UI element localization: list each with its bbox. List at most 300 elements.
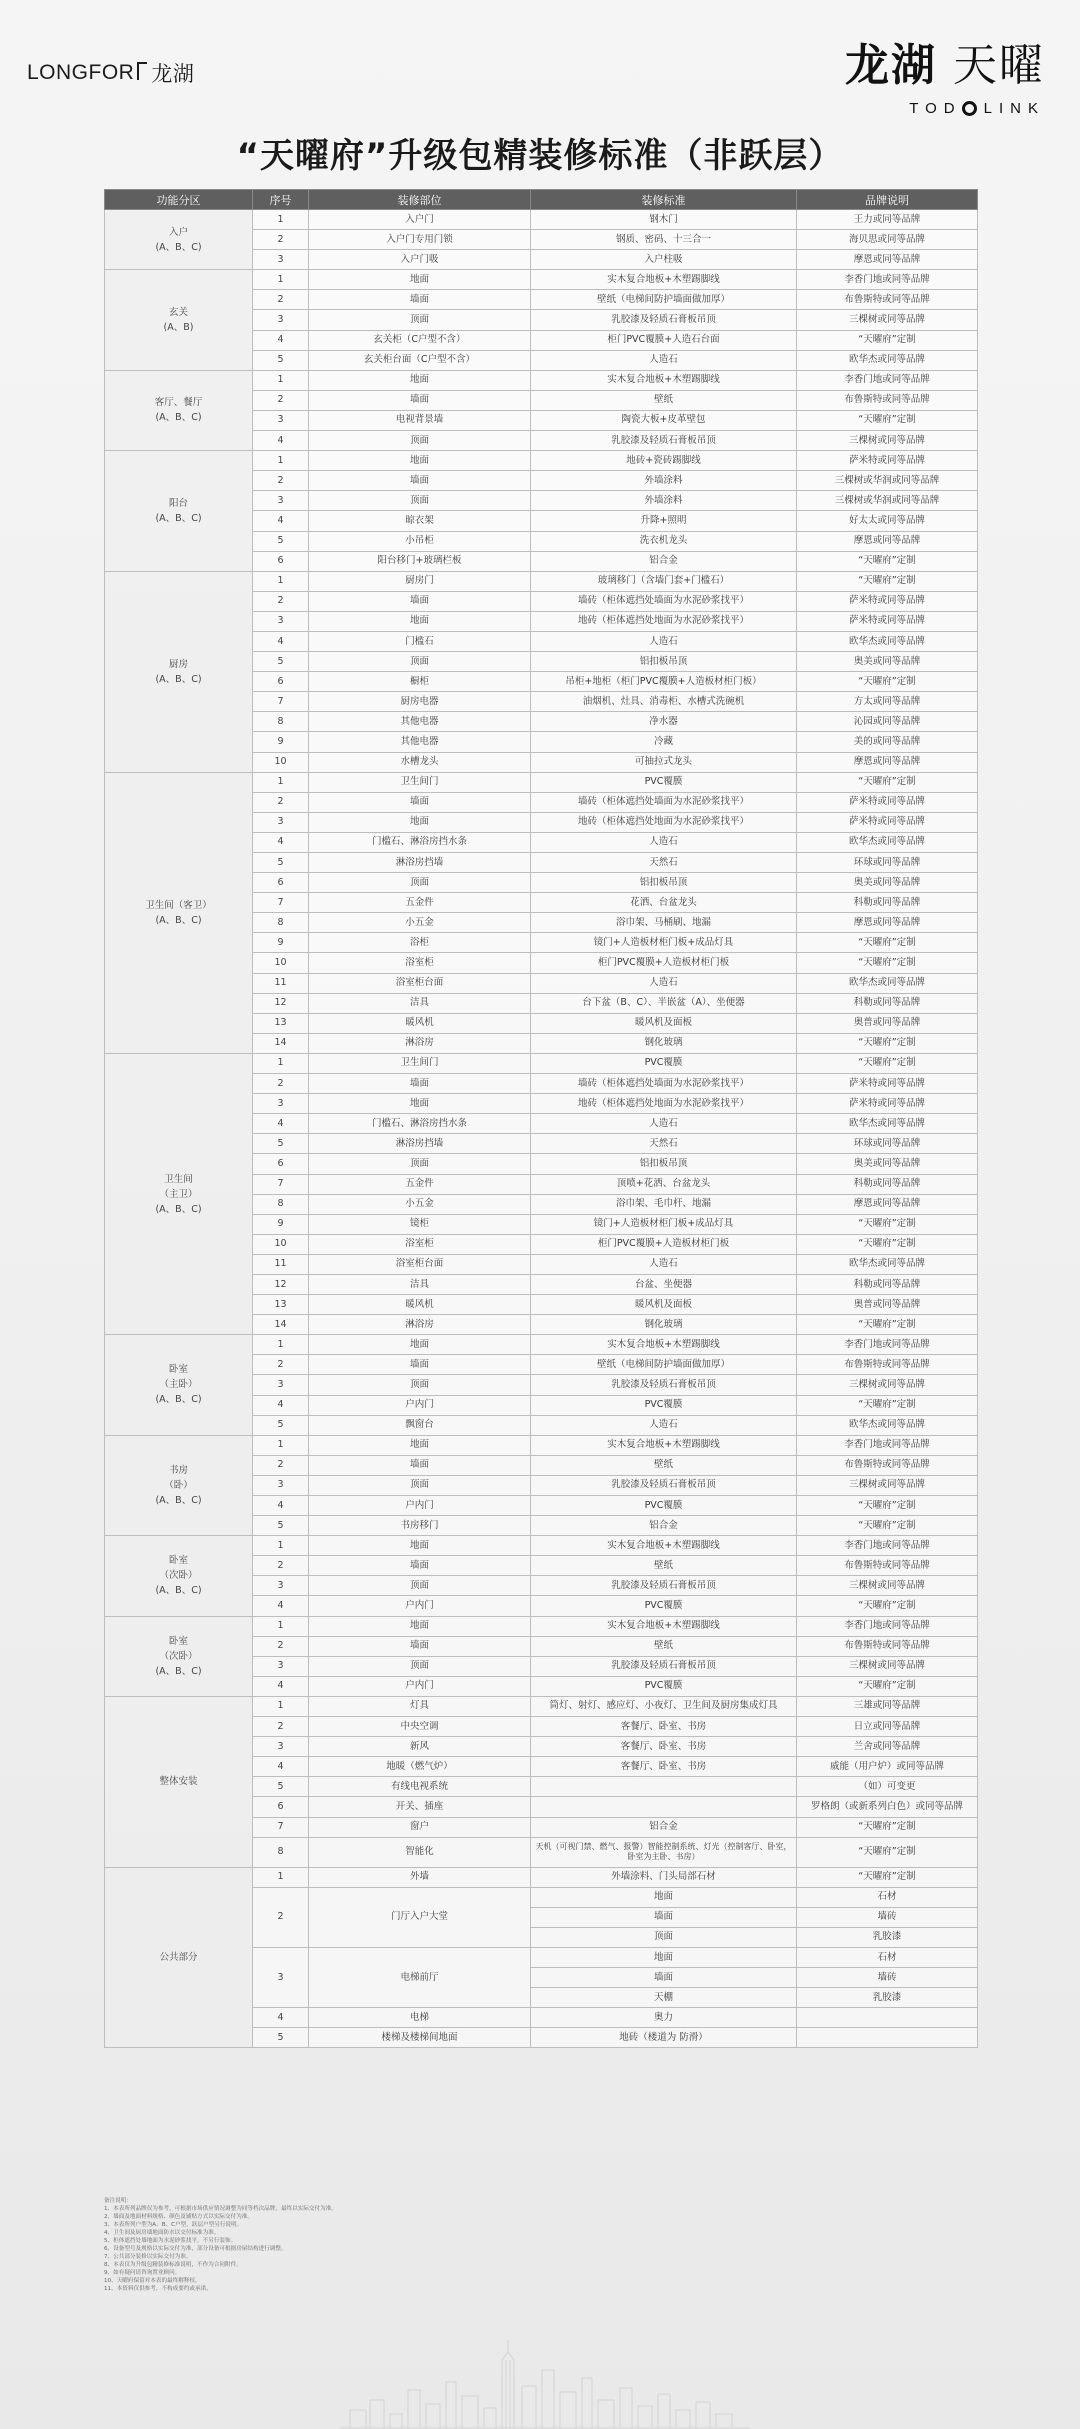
standard-cell: 钢化玻璃 <box>531 1033 797 1053</box>
row-number: 1 <box>253 270 309 290</box>
row-number: 4 <box>253 330 309 350</box>
brand-cell: 三棵树或同等品牌 <box>797 310 978 330</box>
part-cell: 户内门 <box>309 1676 531 1696</box>
brand-cell: 摩恩或同等品牌 <box>797 913 978 933</box>
part-cell: 地面 <box>309 1536 531 1556</box>
row-number: 2 <box>253 290 309 310</box>
row-number: 1 <box>253 1435 309 1455</box>
table-row <box>105 1335 978 1355</box>
brand-cell: “天曜府”定制 <box>797 330 978 350</box>
row-number: 4 <box>253 1114 309 1134</box>
logo-mark-icon <box>137 62 147 80</box>
footnote-line: 9、如有疑问请咨询置业顾问。 <box>104 2270 181 2276</box>
standard-cell: 实木复合地板+木塑踢脚线 <box>531 1616 797 1636</box>
standard-cell: 天然石 <box>531 1134 797 1154</box>
standard-cell: 铝扣板吊顶 <box>531 1154 797 1174</box>
row-number: 3 <box>253 1475 309 1495</box>
part-cell: 其他电器 <box>309 732 531 752</box>
part-cell: 门厅入户大堂 <box>309 1887 531 1947</box>
row-number: 3 <box>253 611 309 631</box>
zone-cell <box>105 1435 253 1535</box>
part-cell: 暖风机 <box>309 1013 531 1033</box>
zone-label: 卧室 <box>168 1364 188 1376</box>
header-zone: 功能分区 <box>105 190 253 210</box>
part-cell: 浴柜 <box>309 933 531 953</box>
part-cell: 厨房电器 <box>309 692 531 712</box>
standard-cell: 铝合金 <box>531 551 797 571</box>
sub-material-cell: 石材 <box>797 1887 978 1907</box>
zone-label: 客厅、餐厅 <box>154 397 203 409</box>
zone-label: （主卫） <box>159 1188 198 1200</box>
row-number: 1 <box>253 1696 309 1716</box>
brand-cell <box>797 2028 978 2048</box>
part-cell: 顶面 <box>309 1475 531 1495</box>
zone-cell <box>105 1053 253 1334</box>
project-logo <box>845 40 1045 117</box>
standard-cell: 墙砖（柜体遮挡处墙面为水泥砂浆找平） <box>531 1074 797 1094</box>
row-number: 12 <box>253 993 309 1013</box>
standard-cell: 人造石 <box>531 973 797 993</box>
zone-label: (A、B、C) <box>155 1494 202 1506</box>
standard-cell: 客餐厅、卧室、书房 <box>531 1717 797 1737</box>
zone-label: 厨房 <box>168 658 188 670</box>
row-number: 2 <box>253 1636 309 1656</box>
part-cell: 墙面 <box>309 1556 531 1576</box>
standard-cell: PVC覆膜 <box>531 1496 797 1516</box>
standard-cell: PVC覆膜 <box>531 1596 797 1616</box>
row-number: 4 <box>253 631 309 651</box>
footnote-line: 2、墙面及地面材料规格、颜色及铺贴方式以实际交付为准。 <box>104 2214 253 2220</box>
brand-cell: 布鲁斯特或同等品牌 <box>797 1455 978 1475</box>
part-cell: 地面 <box>309 812 531 832</box>
zone-label: 卧室 <box>168 1635 188 1647</box>
row-number: 2 <box>253 1556 309 1576</box>
zone-cell <box>105 1536 253 1616</box>
part-cell: 洁具 <box>309 993 531 1013</box>
row-number: 2 <box>253 792 309 812</box>
footnote-line: 4、卫生间及厨房墙地面防水以交付标准为准。 <box>104 2230 220 2236</box>
standard-cell: 钢质、密码、十三合一 <box>531 230 797 250</box>
standard-cell: 壁纸 <box>531 1455 797 1475</box>
brand-cell: 沁园或同等品牌 <box>797 712 978 732</box>
standard-cell: 壁纸 <box>531 390 797 410</box>
brand-cell: 威能（用户炉）或同等品牌 <box>797 1757 978 1777</box>
row-number: 2 <box>253 1887 309 1947</box>
row-number: 2 <box>253 230 309 250</box>
standard-cell: 暖风机及面板 <box>531 1295 797 1315</box>
part-cell: 镜柜 <box>309 1214 531 1234</box>
brand-cell: 罗格朗（或新系列白色）或同等品牌 <box>797 1797 978 1817</box>
part-cell: 户内门 <box>309 1596 531 1616</box>
row-number: 11 <box>253 973 309 993</box>
part-cell: 地面 <box>309 1094 531 1114</box>
zone-label: (A、B、C) <box>155 673 202 685</box>
zone-label: (A、B、C) <box>155 1203 202 1215</box>
part-cell: 地面 <box>309 611 531 631</box>
brand-cell: 布鲁斯特或同等品牌 <box>797 1556 978 1576</box>
brand-cell: 三棵树或华润或同等品牌 <box>797 471 978 491</box>
row-number: 4 <box>253 511 309 531</box>
standard-cell <box>531 1797 797 1817</box>
part-cell: 电梯前厅 <box>309 1947 531 2007</box>
project-en-2: LINK <box>983 100 1045 117</box>
row-number: 2 <box>253 1717 309 1737</box>
brand-cell: “天曜府”定制 <box>797 1315 978 1335</box>
table-row <box>105 370 978 390</box>
row-number: 3 <box>253 250 309 270</box>
standard-cell: 人造石 <box>531 1114 797 1134</box>
part-cell: 淋浴房 <box>309 1315 531 1335</box>
row-number: 14 <box>253 1315 309 1335</box>
row-number: 1 <box>253 571 309 591</box>
brand-cell: “天曜府”定制 <box>797 1867 978 1887</box>
standard-cell: 地砖（柜体遮挡处地面为水泥砂浆找平） <box>531 812 797 832</box>
row-number: 5 <box>253 350 309 370</box>
table-row <box>105 451 978 471</box>
row-number: 9 <box>253 1214 309 1234</box>
part-cell: 卫生间门 <box>309 1053 531 1073</box>
part-cell: 顶面 <box>309 310 531 330</box>
row-number: 3 <box>253 1375 309 1395</box>
table-row <box>105 571 978 591</box>
page-title: “天曜府”升级包精装修标准（非跃层） <box>236 136 844 176</box>
part-cell: 墙面 <box>309 1455 531 1475</box>
brand-cell: 欧华杰或同等品牌 <box>797 350 978 370</box>
brand-cell: “天曜府”定制 <box>797 1817 978 1837</box>
zone-label: (A、B、C) <box>155 1394 202 1406</box>
zone-label: 玄关 <box>168 307 188 319</box>
row-number: 5 <box>253 1415 309 1435</box>
part-cell: 有线电视系统 <box>309 1777 531 1797</box>
standard-cell: 实木复合地板+木塑踢脚线 <box>531 1335 797 1355</box>
row-number: 4 <box>253 832 309 852</box>
part-cell: 楼梯及楼梯间地面 <box>309 2028 531 2048</box>
sub-material-cell: 墙砖 <box>797 1907 978 1927</box>
row-number: 8 <box>253 1194 309 1214</box>
zone-label: 卫生间（客卫） <box>145 899 212 911</box>
brand-cell: 科勒或同等品牌 <box>797 993 978 1013</box>
standard-cell: 墙砖（柜体遮挡处墙面为水泥砂浆找平） <box>531 792 797 812</box>
row-number: 10 <box>253 752 309 772</box>
part-cell: 玄关柜（C户型不含） <box>309 330 531 350</box>
row-number: 13 <box>253 1013 309 1033</box>
standard-cell: 壁纸（电梯间防护墙面做加厚） <box>531 1355 797 1375</box>
zone-label: 整体安装 <box>159 1776 198 1788</box>
zone-label: 入户 <box>168 226 188 238</box>
standard-cell: PVC覆膜 <box>531 1053 797 1073</box>
row-number: 4 <box>253 1395 309 1415</box>
part-cell: 浴室柜 <box>309 1234 531 1254</box>
row-number: 3 <box>253 410 309 430</box>
brand-cell: 三棵树或华润或同等品牌 <box>797 491 978 511</box>
brand-cell: 欧华杰或同等品牌 <box>797 832 978 852</box>
part-cell: 顶面 <box>309 431 531 451</box>
row-number: 6 <box>253 551 309 571</box>
standard-cell: 天机（可视门禁、燃气、报警）智能控制系统、灯光（控制客厅、卧室，卧室为主卧、书房） <box>531 1837 797 1867</box>
part-cell: 浴室柜台面 <box>309 1254 531 1274</box>
zone-label: （次卧） <box>159 1650 198 1662</box>
part-cell: 外墙 <box>309 1867 531 1887</box>
brand-cell: “天曜府”定制 <box>797 1053 978 1073</box>
part-cell: 地暖（燃气炉） <box>309 1757 531 1777</box>
brand-cell: 布鲁斯特或同等品牌 <box>797 1636 978 1656</box>
brand-cell: 三棵树或同等品牌 <box>797 1475 978 1495</box>
footnote-line: 5、柜体遮挡处墙地面为水泥砂浆找平，不另行装饰。 <box>104 2238 237 2244</box>
standard-cell: 乳胶漆及轻质石膏板吊顶 <box>531 1375 797 1395</box>
part-cell: 地面 <box>309 451 531 471</box>
standard-cell: 镜门+人造板材柜门板+成品灯具 <box>531 933 797 953</box>
brand-cell: 萨米特或同等品牌 <box>797 611 978 631</box>
row-number: 1 <box>253 1867 309 1887</box>
standard-cell: 花洒、台盆龙头 <box>531 893 797 913</box>
row-number: 9 <box>253 732 309 752</box>
row-number: 4 <box>253 1496 309 1516</box>
brand-cell: 欧华杰或同等品牌 <box>797 1254 978 1274</box>
part-cell: 窗户 <box>309 1817 531 1837</box>
row-number: 1 <box>253 451 309 471</box>
row-number: 8 <box>253 712 309 732</box>
sub-material-cell: 乳胶漆 <box>797 1927 978 1947</box>
standard-cell: PVC覆膜 <box>531 772 797 792</box>
sub-material-cell: 石材 <box>797 1947 978 1967</box>
zone-label: （卧） <box>164 1479 193 1491</box>
part-cell: 入户门 <box>309 210 531 230</box>
standard-cell: 实木复合地板+木塑踢脚线 <box>531 370 797 390</box>
zone-label: (A、B、C) <box>155 241 202 253</box>
part-cell: 中央空调 <box>309 1717 531 1737</box>
table-row <box>105 1616 978 1636</box>
part-cell: 墙面 <box>309 792 531 812</box>
part-cell: 小五金 <box>309 1194 531 1214</box>
zone-label: (A、B) <box>163 322 194 334</box>
row-number: 2 <box>253 1355 309 1375</box>
standard-cell <box>531 1777 797 1797</box>
footnotes <box>104 2197 977 2293</box>
part-cell: 五金件 <box>309 1174 531 1194</box>
standard-cell: 陶瓷大板+皮革壁包 <box>531 410 797 430</box>
brand-cell: “天曜府”定制 <box>797 1496 978 1516</box>
standard-cell: 外墙涂料、门头局部石材 <box>531 1867 797 1887</box>
standard-cell: 客餐厅、卧室、书房 <box>531 1757 797 1777</box>
part-cell: 门槛石 <box>309 631 531 651</box>
standard-cell: 暖风机及面板 <box>531 1013 797 1033</box>
row-number: 7 <box>253 692 309 712</box>
table-header-row <box>105 190 978 210</box>
part-cell: 顶面 <box>309 491 531 511</box>
brand-cell: “天曜府”定制 <box>797 571 978 591</box>
part-cell: 阳台移门+玻璃栏板 <box>309 551 531 571</box>
part-cell: 电梯 <box>309 2008 531 2028</box>
standard-cell: 铝扣板吊顶 <box>531 652 797 672</box>
header-no: 序号 <box>253 190 309 210</box>
part-cell: 地面 <box>309 1435 531 1455</box>
standard-cell: 地砖+瓷砖踢脚线 <box>531 451 797 471</box>
standard-cell: 实木复合地板+木塑踢脚线 <box>531 270 797 290</box>
sub-part-cell: 地面 <box>531 1947 797 1967</box>
brand-cell: 三棵树或同等品牌 <box>797 1656 978 1676</box>
zone-label: (A、B、C) <box>155 412 202 424</box>
part-cell: 灯具 <box>309 1696 531 1716</box>
row-number: 5 <box>253 531 309 551</box>
header-part: 装修部位 <box>309 190 531 210</box>
footnote-line: 11、本资料仅供参考，不构成要约或承诺。 <box>104 2286 212 2292</box>
footnote-line: 6、设备型号及规格以实际交付为准，部分设备可根据房屋结构进行调整。 <box>104 2246 287 2252</box>
part-cell: 墙面 <box>309 290 531 310</box>
part-cell: 洁具 <box>309 1274 531 1294</box>
zone-label: 卧室 <box>168 1555 188 1567</box>
brand-cell: 日立或同等品牌 <box>797 1717 978 1737</box>
sub-material-cell: 乳胶漆 <box>797 1988 978 2008</box>
standard-cell: 外墙涂料 <box>531 491 797 511</box>
brand-cell: 王力或同等品牌 <box>797 210 978 230</box>
standard-cell: 油烟机、灶具、消毒柜、水槽式洗碗机 <box>531 692 797 712</box>
part-cell: 玄关柜台面（C户型不含） <box>309 350 531 370</box>
standard-cell: 柜门PVC覆膜+人造板材柜门板 <box>531 1234 797 1254</box>
row-number: 11 <box>253 1254 309 1274</box>
row-number: 1 <box>253 1616 309 1636</box>
row-number: 4 <box>253 431 309 451</box>
brand-cell: 科勒或同等品牌 <box>797 1274 978 1294</box>
page-header <box>0 0 1080 115</box>
part-cell: 新风 <box>309 1737 531 1757</box>
table-row <box>105 1435 978 1455</box>
row-number: 2 <box>253 591 309 611</box>
footnote-line: 1、本表所列品牌仅为参考，可根据市场供应情况调整为同等档次品牌，最终以实际交付为准。 <box>104 2206 337 2212</box>
row-number: 2 <box>253 471 309 491</box>
brand-cell: 科勒或同等品牌 <box>797 1174 978 1194</box>
part-cell: 顶面 <box>309 873 531 893</box>
row-number: 6 <box>253 1797 309 1817</box>
table-row <box>105 210 978 230</box>
brand-cell: 三棵树或同等品牌 <box>797 431 978 451</box>
footnote-line: 3、本表所列户型为A、B、C户型，跃层户型另行说明。 <box>104 2222 243 2228</box>
standard-cell: 外墙涂料 <box>531 471 797 491</box>
row-number: 7 <box>253 1174 309 1194</box>
sub-part-cell: 墙面 <box>531 1968 797 1988</box>
table-row <box>105 1053 978 1073</box>
brand-cell: “天曜府”定制 <box>797 672 978 692</box>
standard-cell: 乳胶漆及轻质石膏板吊顶 <box>531 1576 797 1596</box>
row-number: 8 <box>253 913 309 933</box>
zone-cell <box>105 1616 253 1696</box>
brand-cell: 奥美或同等品牌 <box>797 873 978 893</box>
brand-cell: 三雄或同等品牌 <box>797 1696 978 1716</box>
row-number: 5 <box>253 853 309 873</box>
project-en-1: TOD <box>909 100 962 117</box>
zone-cell <box>105 772 253 1053</box>
standard-cell: 乳胶漆及轻质石膏板吊顶 <box>531 1656 797 1676</box>
table-row <box>105 772 978 792</box>
zone-label: 书房 <box>168 1464 188 1476</box>
standard-cell: 镜门+人造板材柜门板+成品灯具 <box>531 1214 797 1234</box>
brand-cell: “天曜府”定制 <box>797 1033 978 1053</box>
row-number: 10 <box>253 1234 309 1254</box>
standard-cell: 乳胶漆及轻质石膏板吊顶 <box>531 431 797 451</box>
row-number: 3 <box>253 1576 309 1596</box>
standard-cell: 乳胶漆及轻质石膏板吊顶 <box>531 1475 797 1495</box>
standard-cell: 净水器 <box>531 712 797 732</box>
brand-cell: 李香门地或同等品牌 <box>797 1435 978 1455</box>
brand-cell: 摩恩或同等品牌 <box>797 752 978 772</box>
part-cell: 户内门 <box>309 1395 531 1415</box>
brand-cell: “天曜府”定制 <box>797 551 978 571</box>
part-cell: 橱柜 <box>309 672 531 692</box>
footnote-line: 7、公共部分装修以实际交付为准。 <box>104 2254 192 2260</box>
row-number: 12 <box>253 1274 309 1294</box>
part-cell: 顶面 <box>309 1154 531 1174</box>
row-number: 5 <box>253 1134 309 1154</box>
part-cell: 墙面 <box>309 1074 531 1094</box>
footnote-line: 8、本表仅为升级包精装修标准说明，不作为合同附件。 <box>104 2262 242 2268</box>
standard-cell: 天然石 <box>531 853 797 873</box>
standard-cell: 冷藏 <box>531 732 797 752</box>
standard-cell: 壁纸 <box>531 1636 797 1656</box>
zone-cell <box>105 1335 253 1435</box>
brand-cell: 环球或同等品牌 <box>797 1134 978 1154</box>
row-number: 1 <box>253 1335 309 1355</box>
part-cell: 电视背景墙 <box>309 410 531 430</box>
brand-cell: 科勒或同等品牌 <box>797 893 978 913</box>
row-number: 1 <box>253 1536 309 1556</box>
zone-cell <box>105 210 253 270</box>
standard-cell: 实木复合地板+木塑踢脚线 <box>531 1536 797 1556</box>
part-cell: 智能化 <box>309 1837 531 1867</box>
brand-en: LONGFOR <box>27 61 135 84</box>
standard-cell: 台下盆（B、C）、半嵌盆（A）、坐便器 <box>531 993 797 1013</box>
brand-cell: 海贝思或同等品牌 <box>797 230 978 250</box>
brand-cell: “天曜府”定制 <box>797 1516 978 1536</box>
row-number: 9 <box>253 933 309 953</box>
zone-label: （主卧） <box>159 1379 198 1391</box>
part-cell: 卫生间门 <box>309 772 531 792</box>
brand-cell: 布鲁斯特或同等品牌 <box>797 290 978 310</box>
standard-cell: 人造石 <box>531 350 797 370</box>
brand-cell: “天曜府”定制 <box>797 772 978 792</box>
part-cell: 厨房门 <box>309 571 531 591</box>
row-number: 13 <box>253 1295 309 1315</box>
part-cell: 其他电器 <box>309 712 531 732</box>
part-cell: 入户门吸 <box>309 250 531 270</box>
sub-material-cell: 墙砖 <box>797 1968 978 1988</box>
row-number: 4 <box>253 1596 309 1616</box>
part-cell: 墙面 <box>309 1355 531 1375</box>
standard-cell: 墙砖（柜体遮挡处墙面为水泥砂浆找平） <box>531 591 797 611</box>
ring-icon <box>962 101 977 116</box>
standard-cell: 可抽拉式龙头 <box>531 752 797 772</box>
part-cell: 淋浴房挡墙 <box>309 1134 531 1154</box>
standard-cell: 升降+照明 <box>531 511 797 531</box>
brand-cell: 美的或同等品牌 <box>797 732 978 752</box>
brand-cell: 李香门地或同等品牌 <box>797 1616 978 1636</box>
brand-cell: “天曜府”定制 <box>797 1395 978 1415</box>
part-cell: 墙面 <box>309 390 531 410</box>
part-cell: 淋浴房 <box>309 1033 531 1053</box>
part-cell: 小吊柜 <box>309 531 531 551</box>
zone-label: 阳台 <box>168 497 188 509</box>
brand-cell: 奥普或同等品牌 <box>797 1013 978 1033</box>
brand-cell: 三棵树或同等品牌 <box>797 1375 978 1395</box>
part-cell: 浴室柜 <box>309 953 531 973</box>
brand-cell: “天曜府”定制 <box>797 410 978 430</box>
standard-cell: 玻璃移门（含墙门套+门槛石） <box>531 571 797 591</box>
part-cell: 门槛石、淋浴房挡水条 <box>309 832 531 852</box>
row-number: 1 <box>253 1053 309 1073</box>
brand-cell: 欧华杰或同等品牌 <box>797 1415 978 1435</box>
zone-label: (A、B、C) <box>155 914 202 926</box>
standard-cell: 铝合金 <box>531 1516 797 1536</box>
city-skyline-illustration <box>340 2330 750 2429</box>
brand-cell: 三棵树或同等品牌 <box>797 1576 978 1596</box>
